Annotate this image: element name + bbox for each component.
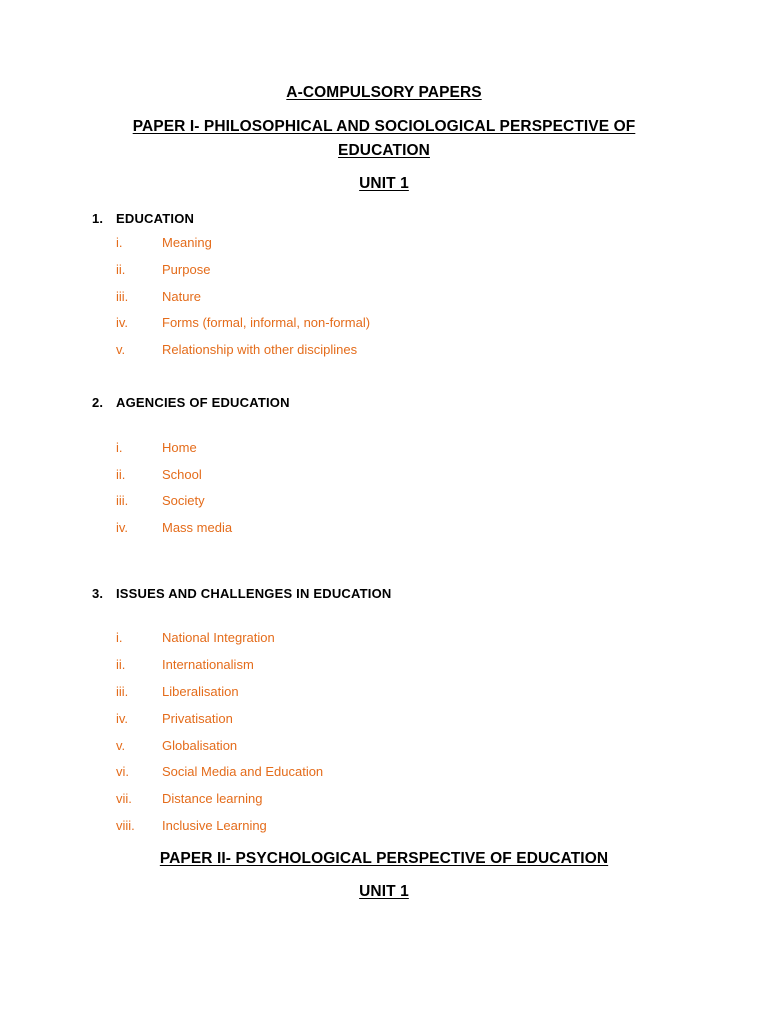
paper-2-heading: PAPER II- PSYCHOLOGICAL PERSPECTIVE OF EDUCATION [159, 850, 609, 867]
list-item-text: Distance learning [162, 791, 263, 806]
list-item [116, 629, 275, 647]
list-item [116, 261, 210, 279]
list-item-numeral: vii. [116, 791, 132, 806]
list-item-numeral: iv. [116, 711, 129, 726]
list-item [116, 234, 212, 252]
list-item-numeral: i. [116, 440, 123, 455]
list-item-text: Privatisation [162, 711, 233, 726]
list-item-text: Meaning [162, 235, 212, 250]
list-item-numeral: ii. [116, 467, 126, 482]
section-education-title [92, 210, 194, 228]
compulsory-papers-heading: A-COMPULSORY PAPERS [286, 84, 482, 101]
list-item-numeral: vi. [116, 764, 129, 779]
list-item [116, 288, 201, 306]
list-item [116, 683, 239, 701]
list-item-numeral: ii. [116, 657, 126, 672]
list-item-text: Purpose [162, 262, 211, 277]
section-title-text: ISSUES AND CHALLENGES IN EDUCATION [116, 586, 392, 601]
list-item-text: School [162, 467, 202, 482]
list-item-text: Society [162, 493, 205, 508]
list-item [116, 737, 237, 755]
list-item [116, 314, 370, 332]
list-item [116, 466, 202, 484]
section-issues-title [92, 585, 391, 603]
list-item-text: Home [162, 440, 197, 455]
list-item-numeral: ii. [116, 262, 126, 277]
list-item-text: Relationship with other disciplines [162, 342, 358, 357]
section-title-text: AGENCIES OF EDUCATION [116, 395, 290, 410]
list-item [116, 341, 357, 359]
list-item [116, 817, 267, 835]
section-number: 1. [92, 211, 104, 226]
list-item [116, 710, 233, 728]
list-item-text: Internationalism [162, 657, 254, 672]
list-item-numeral: iii. [116, 289, 129, 304]
list-item-numeral: v. [116, 342, 126, 357]
list-item-numeral: iii. [116, 684, 129, 699]
list-item-text: Nature [162, 289, 202, 304]
section-number: 3. [92, 586, 104, 601]
list-item [116, 519, 232, 537]
list-item-numeral: i. [116, 235, 123, 250]
section-number: 2. [92, 395, 104, 410]
list-item-numeral: i. [116, 630, 123, 645]
list-item-numeral: viii. [116, 818, 135, 833]
list-item-numeral: v. [116, 738, 126, 753]
list-item [116, 656, 254, 674]
paper-1-unit-heading: UNIT 1 [359, 175, 409, 192]
list-item-text: Social Media and Education [162, 764, 324, 779]
list-item-numeral: iii. [116, 493, 129, 508]
section-agencies-title [92, 394, 290, 412]
list-item-numeral: iv. [116, 315, 129, 330]
list-item [116, 790, 262, 808]
paper-1-heading: PAPER I- PHILOSOPHICAL AND SOCIOLOGICAL PERSPECTIVE OF EDUCATION [132, 118, 636, 159]
list-item [116, 439, 197, 457]
list-item-text: Mass media [162, 520, 233, 535]
section-title-text: EDUCATION [116, 211, 195, 226]
list-item-text: Forms (formal, informal, non-formal) [162, 315, 371, 330]
paper-2-unit-heading: UNIT 1 [359, 883, 409, 900]
list-item-text: Liberalisation [162, 684, 239, 699]
list-item-numeral: iv. [116, 520, 129, 535]
list-item-text: National Integration [162, 630, 275, 645]
list-item-text: Globalisation [162, 738, 238, 753]
list-item [116, 763, 323, 781]
list-item-text: Inclusive Learning [162, 818, 267, 833]
list-item [116, 492, 205, 510]
